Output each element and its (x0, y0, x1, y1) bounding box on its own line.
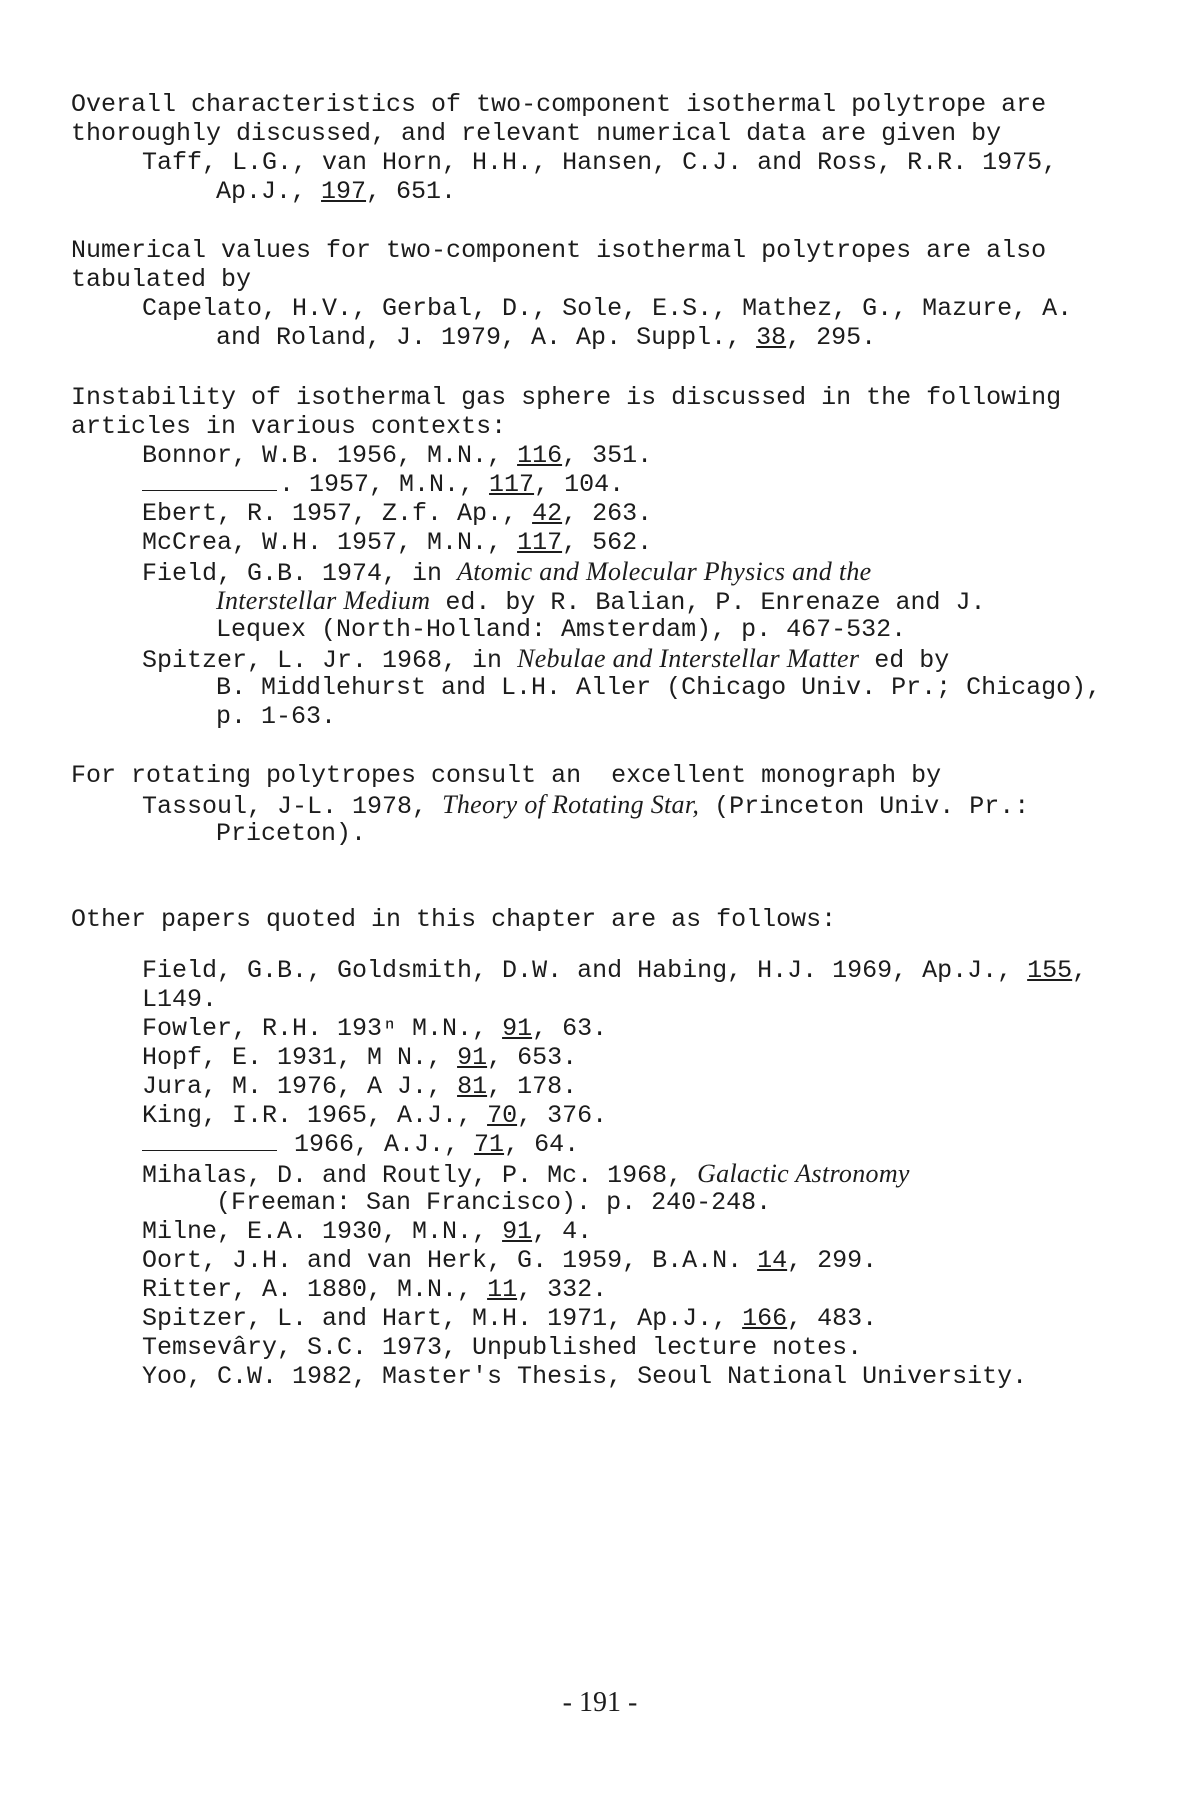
reference-text: , 562. (562, 528, 653, 557)
reference-line (71, 1072, 1171, 1101)
reference-text: B. Middlehurst and L.H. Aller (Chicago Univ. Pr.; Chicago), (216, 673, 1102, 702)
reference-entry (71, 148, 1171, 206)
volume-number: 117 (517, 528, 563, 557)
paragraph-line: Instability of isothermal gas sphere is discussed in the following (71, 383, 1062, 412)
reference-text: . 1957, M.N., (279, 470, 490, 499)
reference-line (71, 177, 1171, 206)
reference-entry (71, 1043, 1171, 1072)
reference-line (71, 673, 1171, 702)
reference-entry (71, 1014, 1171, 1043)
reference-text: 1966, A.J., (279, 1130, 475, 1159)
reference-entry (71, 528, 1171, 557)
reference-entry (71, 499, 1171, 528)
reference-line (71, 499, 1171, 528)
reference-text: (Freeman: San Francisco). p. 240-248. (216, 1188, 772, 1217)
italic-title: Nebulae and Interstellar Matter (517, 644, 860, 673)
reference-text: , 483. (787, 1304, 878, 1333)
reference-text: Spitzer, L. Jr. 1968, in (142, 646, 518, 675)
volume-number: 70 (487, 1101, 518, 1130)
reference-line (71, 1362, 1171, 1391)
reference-text: p. 1-63. (216, 702, 337, 731)
volume-number: 155 (1027, 956, 1073, 985)
reference-line (71, 323, 1171, 352)
reference-text: Ap.J., (216, 177, 322, 206)
reference-line (71, 470, 1171, 499)
reference-line (71, 528, 1171, 557)
reference-entry (71, 1333, 1171, 1362)
reference-text: Fowler, R.H. 193ⁿ M.N., (142, 1014, 503, 1043)
reference-text: , 104. (534, 470, 625, 499)
volume-number: 116 (517, 441, 563, 470)
paragraph-line: tabulated by (71, 265, 252, 294)
text-section-3 (71, 383, 1171, 731)
reference-text: Bonnor, W.B. 1956, M.N., (142, 441, 518, 470)
reference-entry (71, 1072, 1171, 1101)
reference-text: Tassoul, J-L. 1978, (142, 792, 443, 821)
reference-text: Ritter, A. 1880, M.N., (142, 1275, 488, 1304)
reference-line (71, 1188, 1171, 1217)
ditto-rule (142, 472, 277, 491)
reference-line (71, 1333, 1171, 1362)
reference-line (71, 615, 1171, 644)
volume-number: 117 (489, 470, 535, 499)
volume-number: 81 (457, 1072, 488, 1101)
reference-entry (71, 557, 1171, 644)
reference-text: , 653. (487, 1043, 578, 1072)
volume-number: 91 (502, 1014, 533, 1043)
reference-text: Oort, J.H. and van Herk, G. 1959, B.A.N. (142, 1246, 758, 1275)
reference-text: , 651. (366, 177, 457, 206)
reference-line (71, 441, 1171, 470)
reference-line (71, 586, 1171, 615)
reference-line (71, 1217, 1171, 1246)
paragraph-line: Numerical values for two-component isothermal polytropes are also (71, 236, 1047, 265)
reference-text: , 4. (532, 1217, 593, 1246)
reference-text: Lequex (North-Holland: Amsterdam), p. 467-532. (216, 615, 907, 644)
reference-text: Mihalas, D. and Routly, P. Mc. 1968, (142, 1161, 698, 1190)
reference-text: Priceton). (216, 819, 367, 848)
reference-entry (71, 1130, 1171, 1159)
reference-text: Field, G.B., Goldsmith, D.W. and Habing, H.J. 1969, Ap.J., (142, 956, 1028, 985)
spacer (71, 934, 1171, 956)
reference-entry (71, 441, 1171, 470)
reference-text: Spitzer, L. and Hart, M.H. 1971, Ap.J., (142, 1304, 743, 1333)
volume-number: 42 (532, 499, 563, 528)
text-section-2 (71, 236, 1171, 352)
reference-text: , 351. (562, 441, 653, 470)
reference-line (71, 557, 1171, 586)
volume-number: 14 (757, 1246, 788, 1275)
reference-text: L149. (142, 985, 218, 1014)
reference-line (71, 956, 1171, 985)
paragraph-line: thoroughly discussed, and relevant numerical data are given by (71, 119, 1002, 148)
reference-line (71, 1304, 1171, 1333)
reference-text: , 178. (487, 1072, 578, 1101)
reference-entry (71, 790, 1171, 848)
reference-text: ed. by R. Balian, P. Enrenaze and J. (430, 588, 986, 617)
reference-line (71, 985, 1171, 1014)
reference-line (71, 1130, 1171, 1159)
reference-text: , 295. (786, 323, 877, 352)
italic-title: Atomic and Molecular Physics and the (457, 557, 872, 586)
reference-entry (71, 1217, 1171, 1246)
italic-title: Theory of Rotating Star, (442, 790, 700, 819)
reference-line (71, 1043, 1171, 1072)
paragraph-line: articles in various contexts: (71, 412, 507, 441)
text-section-5 (71, 905, 1171, 1391)
reference-text: Yoo, C.W. 1982, Master's Thesis, Seoul National University. (142, 1362, 1028, 1391)
reference-text: Ebert, R. 1957, Z.f. Ap., (142, 499, 533, 528)
reference-entry (71, 294, 1171, 352)
reference-entry (71, 956, 1171, 1014)
reference-entry (71, 470, 1171, 499)
italic-title: Interstellar Medium (216, 586, 431, 615)
page-number: - 191 - (562, 1687, 638, 1718)
reference-text: , 263. (562, 499, 653, 528)
reference-text: Hopf, E. 1931, M N., (142, 1043, 458, 1072)
reference-line (71, 1246, 1171, 1275)
reference-text: Milne, E.A. 1930, M.N., (142, 1217, 503, 1246)
reference-text: Temsevâry, S.C. 1973, Unpublished lecture notes. (142, 1333, 863, 1362)
reference-text: and Roland, J. 1979, A. Ap. Suppl., (216, 323, 757, 352)
reference-line (71, 1275, 1171, 1304)
reference-entry (71, 1246, 1171, 1275)
volume-number: 166 (742, 1304, 788, 1333)
reference-text: King, I.R. 1965, A.J., (142, 1101, 488, 1130)
volume-number: 91 (457, 1043, 488, 1072)
reference-line (71, 702, 1171, 731)
reference-line (71, 790, 1171, 819)
reference-text: , 63. (532, 1014, 608, 1043)
reference-line (71, 294, 1171, 323)
volume-number: 91 (502, 1217, 533, 1246)
reference-entry (71, 644, 1171, 731)
reference-text: McCrea, W.H. 1957, M.N., (142, 528, 518, 557)
reference-text: , 299. (787, 1246, 878, 1275)
reference-text: (Princeton Univ. Pr.: (699, 792, 1030, 821)
reference-text: Capelato, H.V., Gerbal, D., Sole, E.S., Mathez, G., Mazure, A. (142, 294, 1073, 323)
text-section-1 (71, 90, 1171, 206)
reference-line (71, 1159, 1171, 1188)
reference-entry (71, 1304, 1171, 1333)
reference-text: Jura, M. 1976, A J., (142, 1072, 458, 1101)
reference-text: , 332. (517, 1275, 608, 1304)
reference-entry (71, 1101, 1171, 1130)
paragraph-line: Other papers quoted in this chapter are as follows: (71, 905, 837, 934)
volume-number: 197 (321, 177, 367, 206)
volume-number: 71 (474, 1130, 505, 1159)
paragraph-line: Overall characteristics of two-component isothermal polytrope are (71, 90, 1047, 119)
ditto-rule (142, 1132, 277, 1151)
reference-text: ed by (859, 646, 950, 675)
volume-number: 11 (487, 1275, 518, 1304)
reference-entry (71, 1159, 1171, 1217)
reference-text: , 64. (504, 1130, 580, 1159)
reference-line (71, 148, 1171, 177)
italic-title: Galactic Astronomy (697, 1159, 910, 1188)
reference-text: Field, G.B. 1974, in (142, 559, 458, 588)
reference-entry (71, 1362, 1171, 1391)
text-section-4 (71, 761, 1171, 848)
reference-entry (71, 1275, 1171, 1304)
reference-text: , (1072, 956, 1088, 985)
reference-text: , 376. (517, 1101, 608, 1130)
paragraph-line: For rotating polytropes consult an excellent monograph by (71, 761, 942, 790)
reference-text: Taff, L.G., van Horn, H.H., Hansen, C.J. and Ross, R.R. 1975, (142, 148, 1058, 177)
reference-line (71, 819, 1171, 848)
reference-line (71, 1014, 1171, 1043)
reference-line (71, 644, 1171, 673)
volume-number: 38 (756, 323, 787, 352)
reference-line (71, 1101, 1171, 1130)
